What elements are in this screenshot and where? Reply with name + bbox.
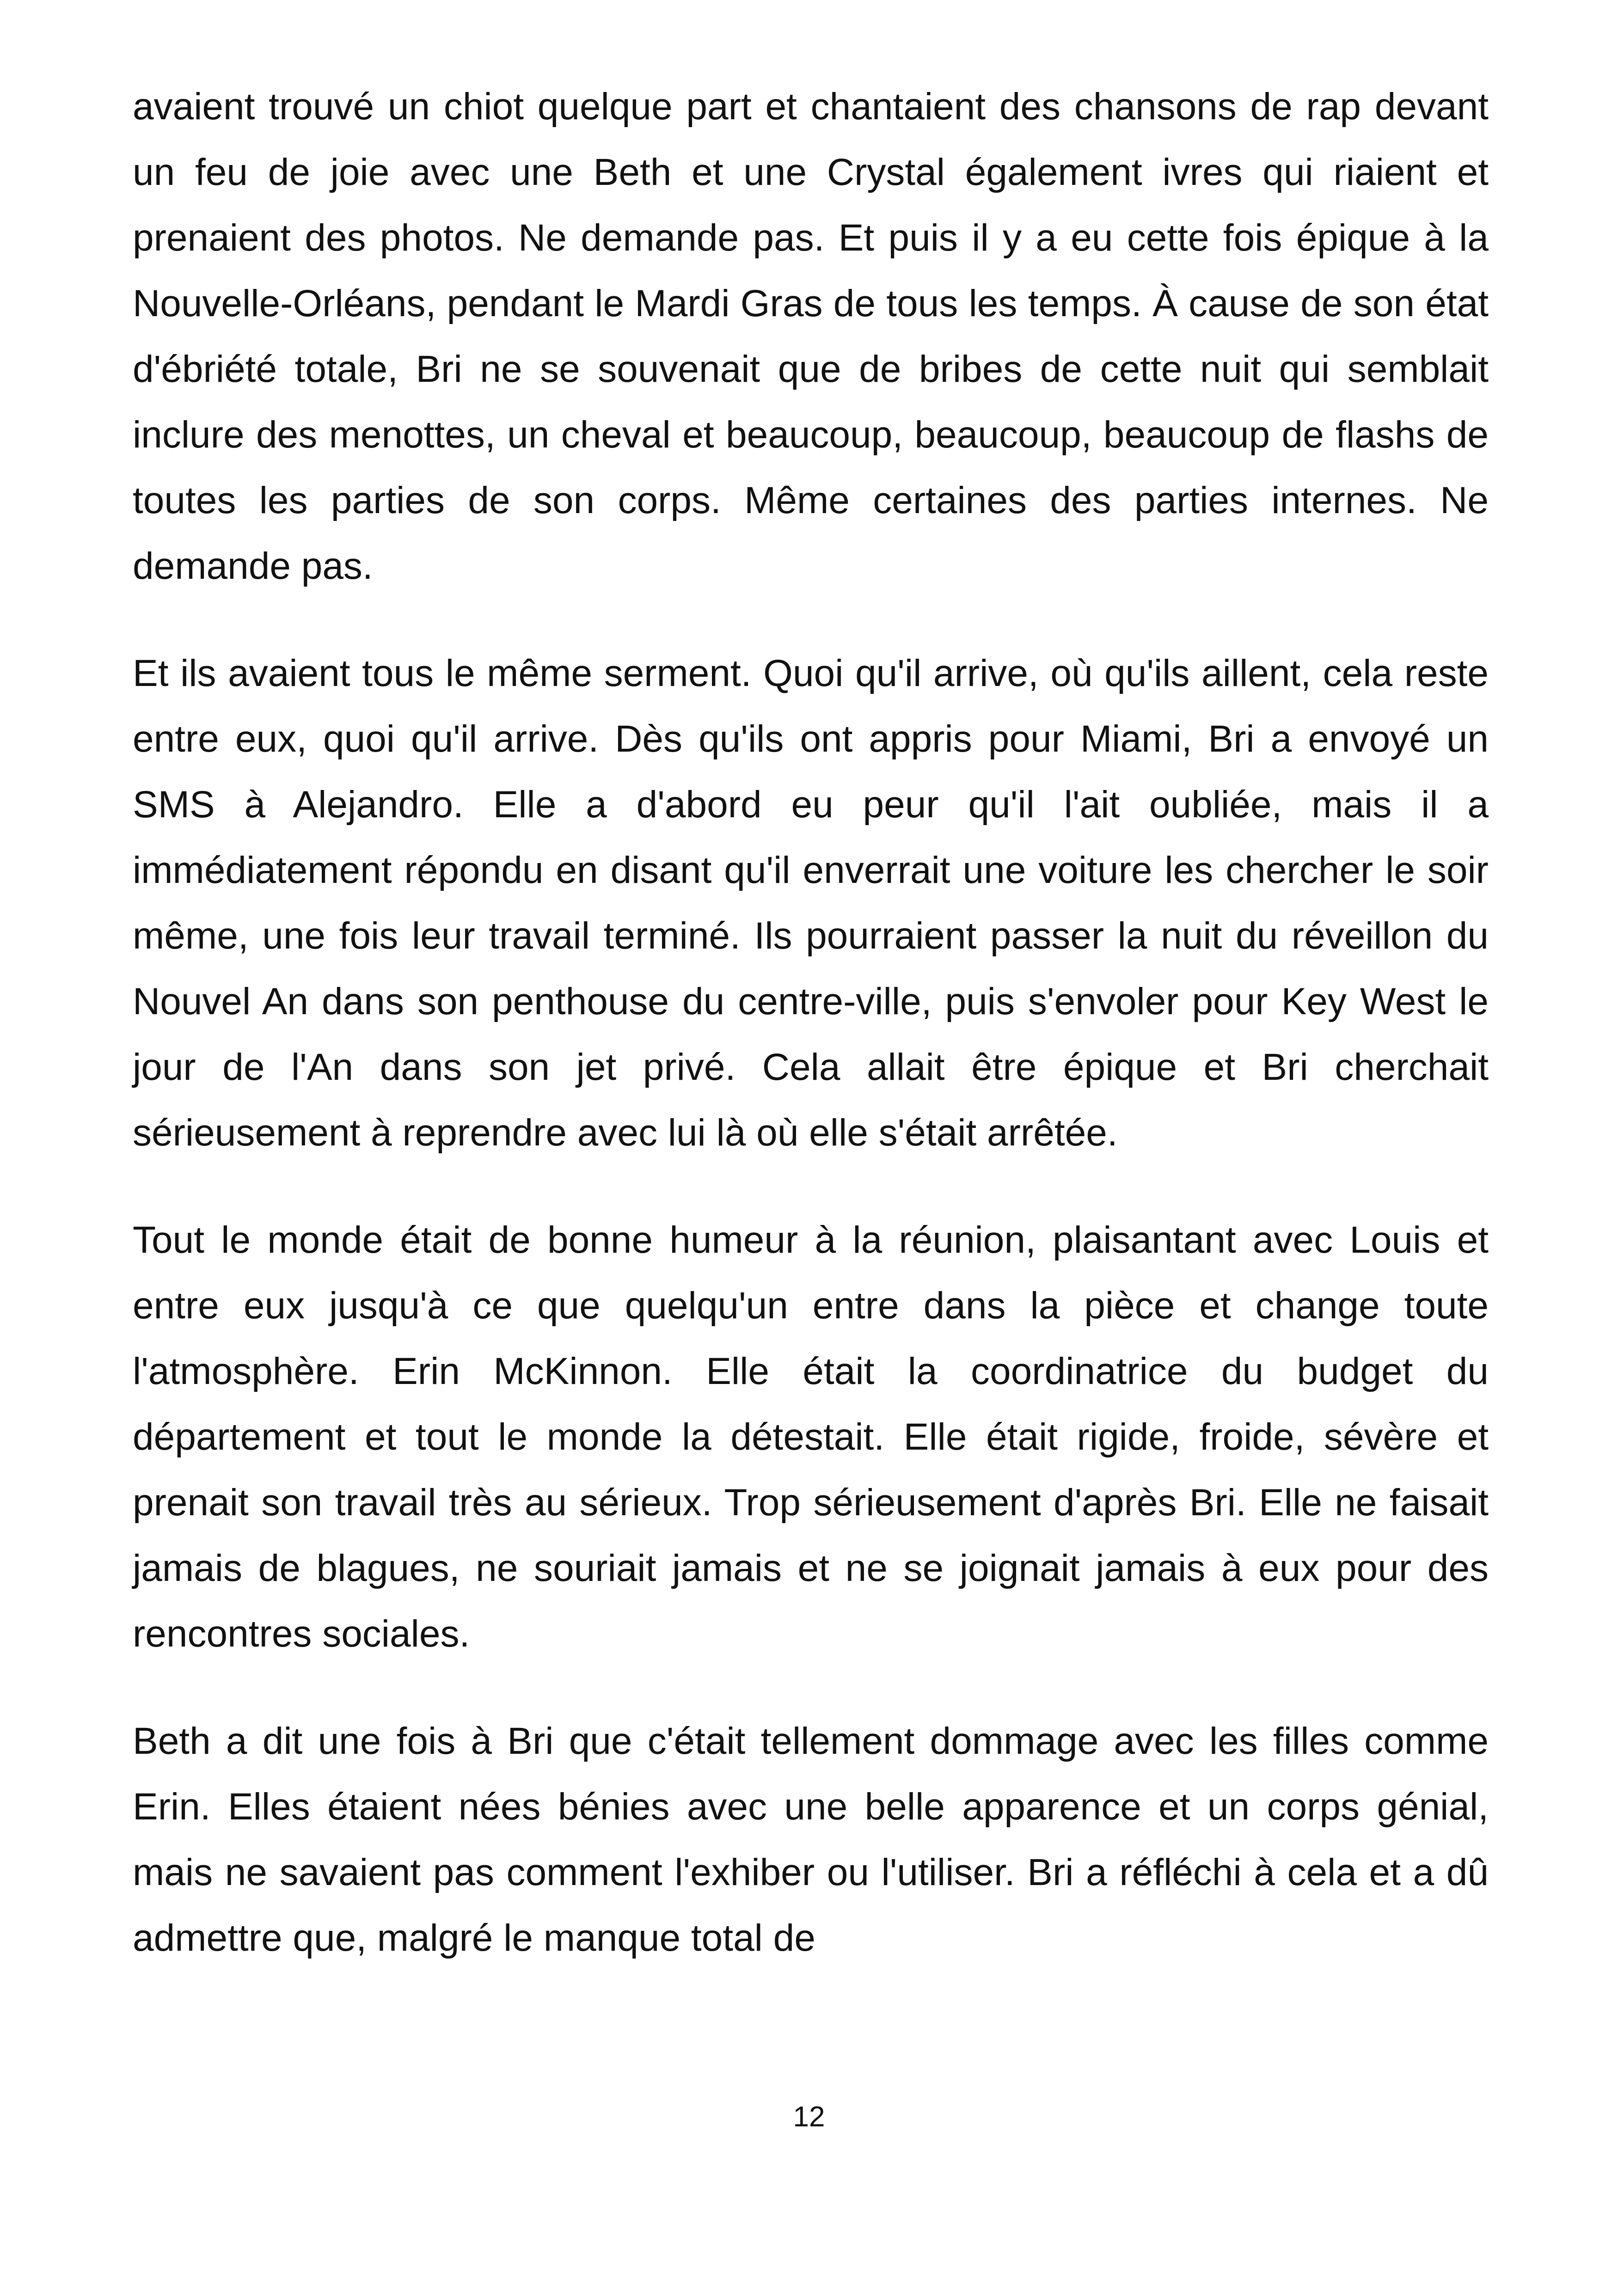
paragraph-3: Tout le monde était de bonne humeur à la réunion, plaisantant avec Louis et entre eux jusqu'à ce que quelqu'un entre dans la pièce et change toute l'atmosphère. Erin McKinnon. Elle était la coordinatrice du budget du département et tout le monde la détestait. Elle était rigide, froide, sévère et prenait son travail très au sérieux. Trop sérieusement d'après Bri. Elle ne faisait jamais de blagues, ne souriait jamais et ne se joignait jamais à eux pour des rencontres sociales. xyxy=(133,1219,1489,1655)
paragraph-2: Et ils avaient tous le même serment. Quoi qu'il arrive, où qu'ils aillent, cela reste entre eux, quoi qu'il arrive. Dès qu'ils ont appris pour Miami, Bri a envoyé un SMS à Alejandro. Elle a d'abord eu peur qu'il l'ait oubliée, mais il a immédiatement répondu en disant qu'il enverrait une voiture les chercher le soir même, une fois leur travail terminé. Ils pourraient passer la nuit du réveillon du Nouvel An dans son penthouse du centre-ville, puis s'envoler pour Key West le jour de l'An dans son jet privé. Cela allait être épique et Bri cherchait sérieusement à reprendre avec lui là où elle s'était arrêtée. xyxy=(133,652,1489,1154)
paragraph-4: Beth a dit une fois à Bri que c'était tellement dommage avec les filles comme Erin. Elles étaient nées bénies avec une belle apparence et un corps génial, mais ne savaient pas comment l'exhiber ou l'utiliser. Bri a réfléchi à cela et a dû admettre que, malgré le manque total de xyxy=(133,1720,1489,1959)
body-text xyxy=(133,74,1489,2013)
paragraph-1: avaient trouvé un chiot quelque part et chantaient des chansons de rap devant un feu de joie avec une Beth et une Crystal également ivres qui riaient et prenaient des photos. Ne demande pas. Et puis il y a eu cette fois épique à la Nouvelle-Orléans, pendant le Mardi Gras de tous les temps. À cause de son état d'ébriété totale, Bri ne se souvenait que de bribes de cette nuit qui semblait inclure des menottes, un cheval et beaucoup, beaucoup, beaucoup de flashs de toutes les parties de son corps. Même certaines des parties internes. Ne demande pas. xyxy=(133,86,1489,587)
page-number: 12 xyxy=(793,2101,825,2133)
